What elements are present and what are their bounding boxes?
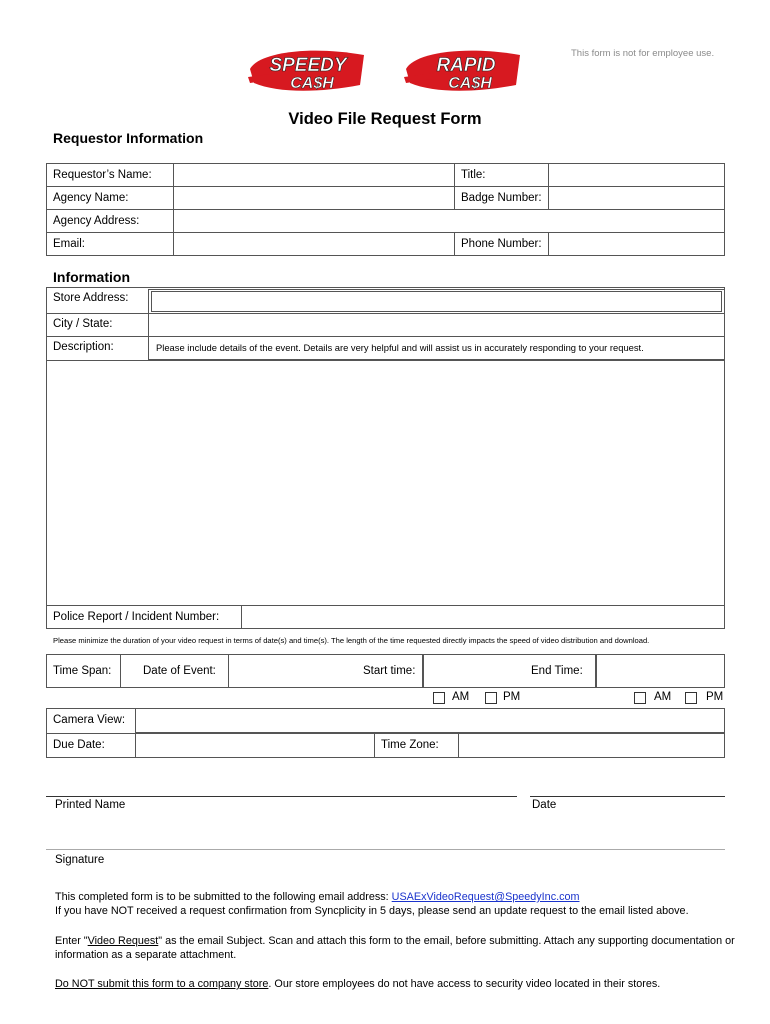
badge-number-field[interactable]: [548, 187, 724, 210]
agency-address-field[interactable]: [173, 210, 724, 233]
city-state-label: City / State:: [53, 318, 113, 330]
due-date-label: Due Date:: [53, 739, 105, 751]
end-time-field[interactable]: [596, 654, 725, 688]
store-address-field[interactable]: [151, 291, 722, 312]
description-label: Description:: [53, 341, 114, 353]
date-line[interactable]: [530, 796, 725, 797]
start-time-label: Start time:: [363, 665, 416, 677]
warning-rest: . Our store employees do not have access to security video located in their stores.: [268, 978, 661, 990]
warning-text: Do NOT submit this form to a company store: [55, 978, 269, 990]
requestor-name-label: Requestor’s Name:: [47, 164, 174, 187]
employee-notice: This form is not for employee use.: [571, 48, 715, 59]
signature-line[interactable]: [46, 849, 725, 850]
start-am-label: AM: [452, 691, 470, 703]
police-report-field[interactable]: [241, 605, 725, 629]
agency-name-field[interactable]: [173, 187, 454, 210]
time-zone-field[interactable]: [458, 733, 725, 758]
end-pm-label: PM: [706, 691, 724, 703]
signature-label: Signature: [55, 854, 105, 866]
police-report-label: Police Report / Incident Number:: [53, 611, 220, 623]
duration-note: Please minimize the duration of your video request in terms of date(s) and time(s). The length of the time requested directly impacts the speed of video distribution and download.: [53, 636, 650, 645]
printed-name-line[interactable]: [46, 796, 517, 797]
submit-text: This completed form is to be submitted to the following email address:: [55, 891, 389, 903]
subject-text: Video Request: [87, 935, 159, 947]
submit-instructions: [55, 890, 745, 918]
title-field[interactable]: [548, 164, 724, 187]
city-state-field[interactable]: [148, 313, 725, 337]
requestor-heading: Requestor Information: [53, 130, 204, 146]
enter-suffix: " as the email Subject. Scan and attach this form to the email, before submitting. Attach any supporting documentation or information as a separate attachment.: [55, 935, 735, 961]
store-address-label: Store Address:: [53, 292, 129, 304]
date-of-event-label: Date of Event:: [143, 665, 216, 677]
badge-number-label: Badge Number:: [455, 187, 549, 210]
start-am-checkbox[interactable]: [433, 692, 445, 704]
description-field[interactable]: [47, 361, 724, 605]
store-warning: [55, 977, 745, 991]
camera-view-label: Camera View:: [53, 714, 126, 726]
svg-text:CA$H: CA$H: [448, 75, 492, 92]
description-hint: Please include details of the event. Details are very helpful and will assist us in accurately responding to your request.: [156, 342, 644, 353]
printed-name-label: Printed Name: [55, 799, 126, 811]
agency-name-label: Agency Name:: [47, 187, 174, 210]
subject-instructions: [55, 934, 745, 962]
time-span-label: Time Span:: [53, 665, 112, 677]
start-pm-label: PM: [503, 691, 521, 703]
email-field[interactable]: [173, 233, 454, 256]
submit-email-link[interactable]: USAExVideoRequest@SpeedyInc.com: [391, 891, 580, 903]
page-title: Video File Request Form: [288, 110, 482, 128]
end-time-label: End Time:: [531, 665, 583, 677]
svg-text:CA$H: CA$H: [290, 75, 334, 92]
agency-address-label: Agency Address:: [47, 210, 174, 233]
information-heading: Information: [53, 269, 130, 285]
date-label: Date: [532, 799, 557, 811]
phone-number-label: Phone Number:: [455, 233, 549, 256]
svg-text:RAPID: RAPID: [436, 55, 496, 76]
rapid-cash-logo: [404, 47, 522, 93]
svg-text:SPEEDY: SPEEDY: [269, 55, 347, 76]
end-pm-checkbox[interactable]: [685, 692, 697, 704]
enter-prefix: Enter ": [55, 935, 88, 947]
end-am-checkbox[interactable]: [634, 692, 646, 704]
title-label: Title:: [455, 164, 549, 187]
camera-view-field[interactable]: [135, 708, 725, 733]
time-zone-label: Time Zone:: [381, 739, 439, 751]
start-pm-checkbox[interactable]: [485, 692, 497, 704]
requestor-name-field[interactable]: [173, 164, 454, 187]
end-am-label: AM: [654, 691, 672, 703]
confirm-text: If you have NOT received a request confirmation from Syncplicity in 5 days, please send an update request to the email listed above.: [55, 905, 689, 917]
phone-number-field[interactable]: [548, 233, 724, 256]
email-label: Email:: [47, 233, 174, 256]
speedy-cash-logo: [248, 47, 366, 93]
requestor-table: [46, 163, 725, 256]
due-date-field[interactable]: [135, 733, 375, 758]
